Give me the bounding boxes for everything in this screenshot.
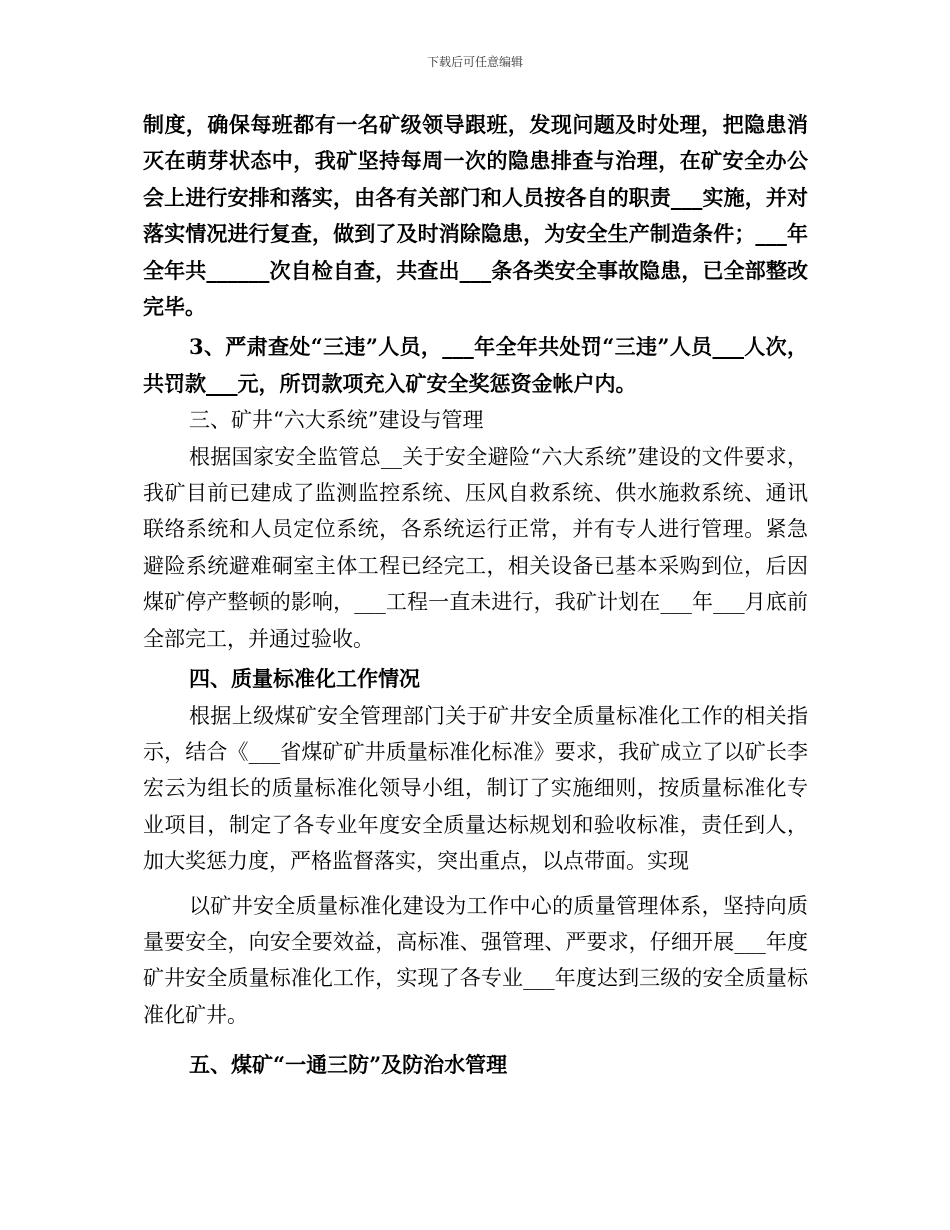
- paragraph-quality-standardization: 根据上级煤矿安全管理部门关于矿井安全质量标准化工作的相关指示，结合《___省煤矿矿井质量标准化标准》要求，我矿成立了以矿长李宏云为组长的质量标准化领导小组，制订了实施细则，按质量标准化专业项目，制定了各专业年度安全质量达标规划和验收标准，责任到人，加大奖惩力度，严格监督落实，突出重点，以点带面。实现: [143, 703, 808, 874]
- paragraph-violations: 3、严肃查处“三违”人员，___年全年共处罚“三违”人员___人次，共罚款___元，所罚款项充入矿安全奖惩资金帐户内。: [143, 334, 808, 396]
- paragraph-hazard-inspection: 制度，确保每班都有一名矿级领导跟班，发现问题及时处理，把隐患消灭在萌芽状态中，我矿坚持每周一次的隐患排查与治理，在矿安全办公会上进行安排和落实，由各有关部门和人员按各自的职责___实施，并对落实情况进行复查，做到了及时消除隐患，为安全生产制造条件；___年全年共______次自检自查，共查出___条各类安全事故隐患，已全部整改完毕。: [143, 112, 808, 320]
- paragraph-quality-system: 以矿井安全质量标准化建设为工作中心的质量管理体系，坚持向质量要安全，向安全要效益，高标准、强管理、严要求，仔细开展___年度矿井安全质量标准化工作，实现了各专业___年度达到三级的安全质量标准化矿井。: [143, 893, 808, 1027]
- paragraph-six-systems: 根据国家安全监管总__关于安全避险“六大系统”建设的文件要求，我矿目前已建成了监测监控系统、压风自救系统、供水施救系统、通讯联络系统和人员定位系统，各系统运行正常，并有专人进行管理。紧急避险系统避难硐室主体工程已经完工，相关设备已基本采购到位，后因煤矿停产整顿的影响，___工程一直未进行，我矿计划在___年___月底前全部完工，并通过验收。: [143, 444, 808, 651]
- section-heading-quality-standardization: 四、质量标准化工作情况: [189, 666, 420, 692]
- document-body: [143, 107, 808, 1084]
- section-heading-six-systems: 三、矿井“六大系统”建设与管理: [189, 408, 484, 433]
- header-note: 下载后可任意编辑: [426, 55, 523, 69]
- section-heading-ventilation-water: 五、煤矿“一通三防”及防治水管理: [189, 1052, 508, 1078]
